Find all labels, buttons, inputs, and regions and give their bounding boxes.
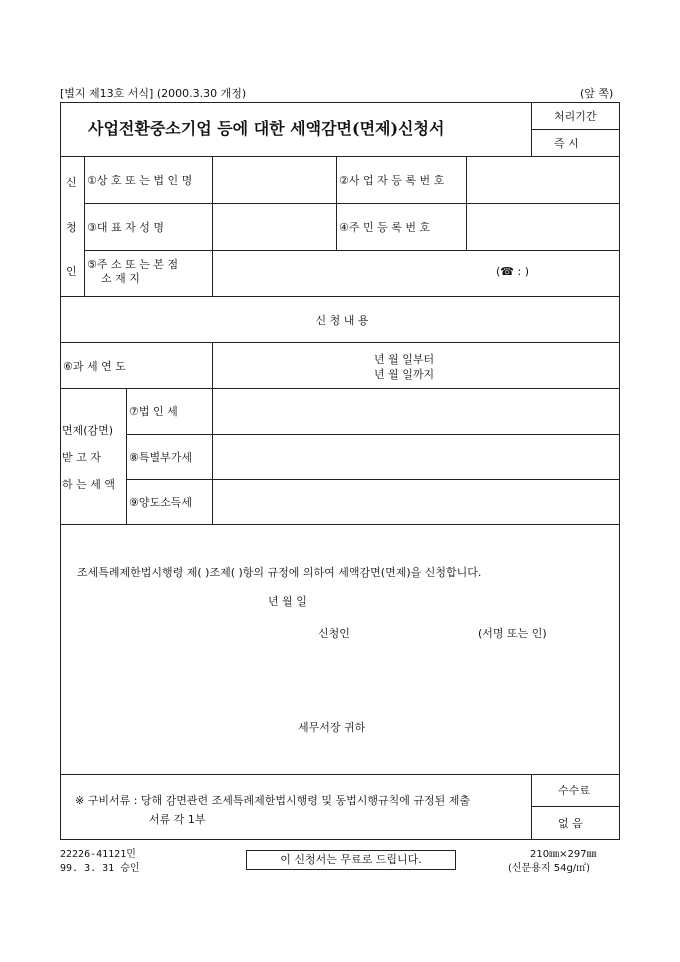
application-statement: 조세특례제한법시행령 제( )조제( )항의 규정에 의하여 세액감면(면제)을 신청합니다. <box>77 566 482 579</box>
reduced-tax-group-label: 면제(감면) <box>62 424 114 437</box>
representative-label: ③대 표 자 성 명 <box>87 221 164 234</box>
capital-gains-tax-field[interactable] <box>213 480 619 523</box>
required-documents-cont: 서류 각 1부 <box>149 813 206 826</box>
applicant-side-label: 청 <box>66 221 77 234</box>
business-number-field[interactable] <box>467 157 619 202</box>
required-documents: ※ 구비서류 : 당해 감면관련 조세특례제한법시행령 및 동법시행규칙에 규정된 제출 <box>75 794 471 807</box>
divider <box>531 806 620 807</box>
resident-number-label: ④주 민 등 록 번 호 <box>339 221 431 234</box>
divider <box>60 342 620 343</box>
divider <box>60 296 620 297</box>
fee-value: 없 음 <box>558 817 583 830</box>
processing-period-value: 즉 시 <box>554 137 579 150</box>
reduced-tax-group-label: 하 는 세 액 <box>62 478 115 491</box>
tax-year-from[interactable]: 년 월 일부터 <box>374 353 435 366</box>
form-reference: [별지 제13호 서식] (2000.3.30 개정) <box>60 87 247 100</box>
divider <box>84 156 85 296</box>
paper-size: 210㎜×297㎜ <box>530 849 597 860</box>
signature-field[interactable]: (서명 또는 인) <box>478 627 547 640</box>
applicant-side-label: 신 <box>66 176 77 189</box>
representative-field[interactable] <box>213 204 335 249</box>
applicant-side-label: 인 <box>66 265 77 278</box>
address-label-2: 소 재 지 <box>101 272 140 285</box>
company-name-field[interactable] <box>213 157 335 202</box>
capital-gains-tax-label: ⑨양도소득세 <box>129 496 192 509</box>
special-surtax-field[interactable] <box>213 435 619 478</box>
tax-year-to[interactable]: 년 월 일까지 <box>374 368 435 381</box>
divider <box>126 388 127 524</box>
free-notice-box <box>246 850 456 870</box>
tax-year-label: ⑥과 세 연 도 <box>63 360 126 373</box>
page-side-label: (앞 쪽) <box>580 87 614 100</box>
corporate-tax-label: ⑦법 인 세 <box>129 405 178 418</box>
phone-field[interactable]: (☎ : ) <box>496 265 529 278</box>
fee-label: 수수료 <box>558 784 590 797</box>
divider <box>60 774 620 775</box>
section-title: 신 청 내 용 <box>315 314 369 327</box>
form-code: 22226-41121민 <box>60 849 136 860</box>
form-title: 사업전환중소기업 등에 대한 세액감면(면제)신청서 <box>88 119 445 138</box>
business-number-label: ②사 업 자 등 록 번 호 <box>339 174 445 187</box>
free-notice: 이 신청서는 무료로 드립니다. <box>280 853 422 866</box>
divider <box>531 129 620 130</box>
application-date[interactable]: 년 월 일 <box>268 595 307 608</box>
paper-type: (신문용지 54g/㎡) <box>508 863 591 874</box>
resident-number-field[interactable] <box>467 204 619 249</box>
address-label: ⑤주 소 또 는 본 점 <box>87 258 179 271</box>
company-name-label: ①상 호 또 는 법 인 명 <box>87 174 193 187</box>
recipient-label: 세무서장 귀하 <box>298 721 366 734</box>
divider <box>60 524 620 525</box>
corporate-tax-field[interactable] <box>213 389 619 433</box>
reduced-tax-group-label: 받 고 자 <box>62 451 101 464</box>
applicant-signer-label: 신청인 <box>318 627 350 640</box>
divider <box>531 774 532 840</box>
processing-period-label: 처리기간 <box>554 110 597 123</box>
approval-date: 99. 3. 31 승인 <box>60 863 140 874</box>
address-field[interactable] <box>213 251 619 295</box>
special-surtax-label: ⑧특별부가세 <box>129 451 192 464</box>
